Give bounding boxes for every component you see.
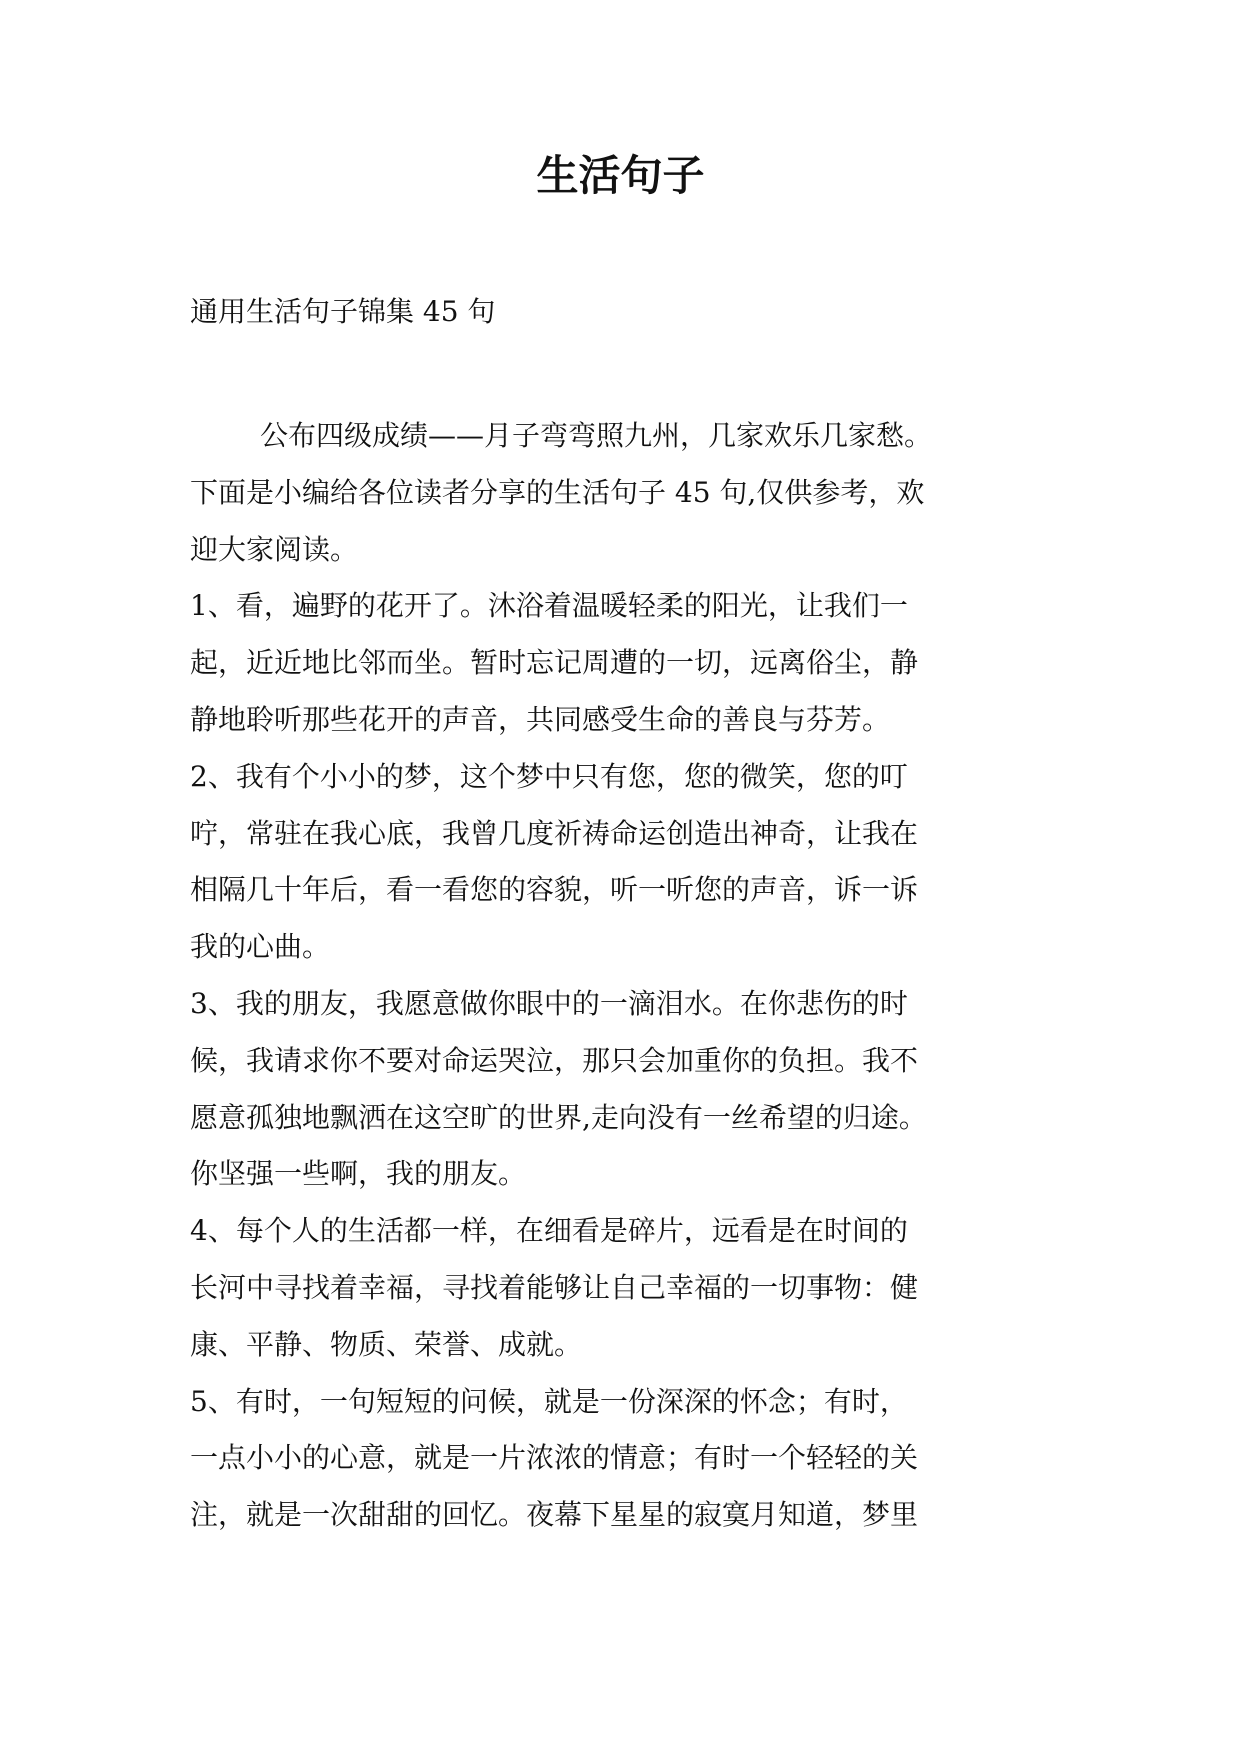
- text-line: 4、每个人的生活都一样，在细看是碎片，远看是在时间的: [190, 1214, 908, 1248]
- text-line: 迎大家阅读。: [190, 532, 359, 566]
- text-line: 下面是小编给各位读者分享的生活句子 45 句,仅供参考，欢: [190, 475, 925, 509]
- text-line: 你坚强一些啊，我的朋友。: [190, 1157, 527, 1191]
- text-line: 康、平静、物质、荣誉、成就。: [190, 1327, 583, 1361]
- text-line: 注，就是一次甜甜的回忆。夜幕下星星的寂寞月知道，梦里: [190, 1498, 919, 1532]
- text-line: 相隔几十年后，看一看您的容貌，听一听您的声音，诉一诉: [190, 873, 919, 907]
- text-line: 长河中寻找着幸福，寻找着能够让自己幸福的一切事物：健: [190, 1270, 919, 1304]
- text-line: 候，我请求你不要对命运哭泣，那只会加重你的负担。我不: [190, 1043, 919, 1077]
- text-line: 咛，常驻在我心底，我曾几度祈祷命运创造出神奇，让我在: [190, 816, 919, 850]
- text-line: 3、我的朋友，我愿意做你眼中的一滴泪水。在你悲伤的时: [190, 986, 908, 1020]
- body-text: [190, 408, 1070, 1544]
- text-line: 我的心曲。: [190, 930, 331, 964]
- text-line: 5、有时，一句短短的问候，就是一份深深的怀念；有时，: [190, 1384, 908, 1418]
- text-line: 静地聆听那些花开的声音，共同感受生命的善良与芬芳。: [190, 702, 891, 736]
- page-title: 生活句子: [536, 151, 705, 200]
- text-line: 愿意孤独地飘洒在这空旷的世界,走向没有一丝希望的归途。: [190, 1100, 927, 1134]
- text-line: 2、我有个小小的梦，这个梦中只有您，您的微笑，您的叮: [190, 759, 908, 793]
- subtitle: 通用生活句子锦集 45 句: [190, 295, 496, 328]
- text-line: 一点小小的心意，就是一片浓浓的情意；有时一个轻轻的关: [190, 1441, 919, 1475]
- text-line: 起，近近地比邻而坐。暂时忘记周遭的一切，远离俗尘，静: [190, 646, 919, 680]
- text-line: 公布四级成绩——月子弯弯照九州，几家欢乐几家愁。: [260, 419, 933, 452]
- text-line: 1、看，遍野的花开了。沐浴着温暖轻柔的阳光，让我们一: [190, 589, 908, 623]
